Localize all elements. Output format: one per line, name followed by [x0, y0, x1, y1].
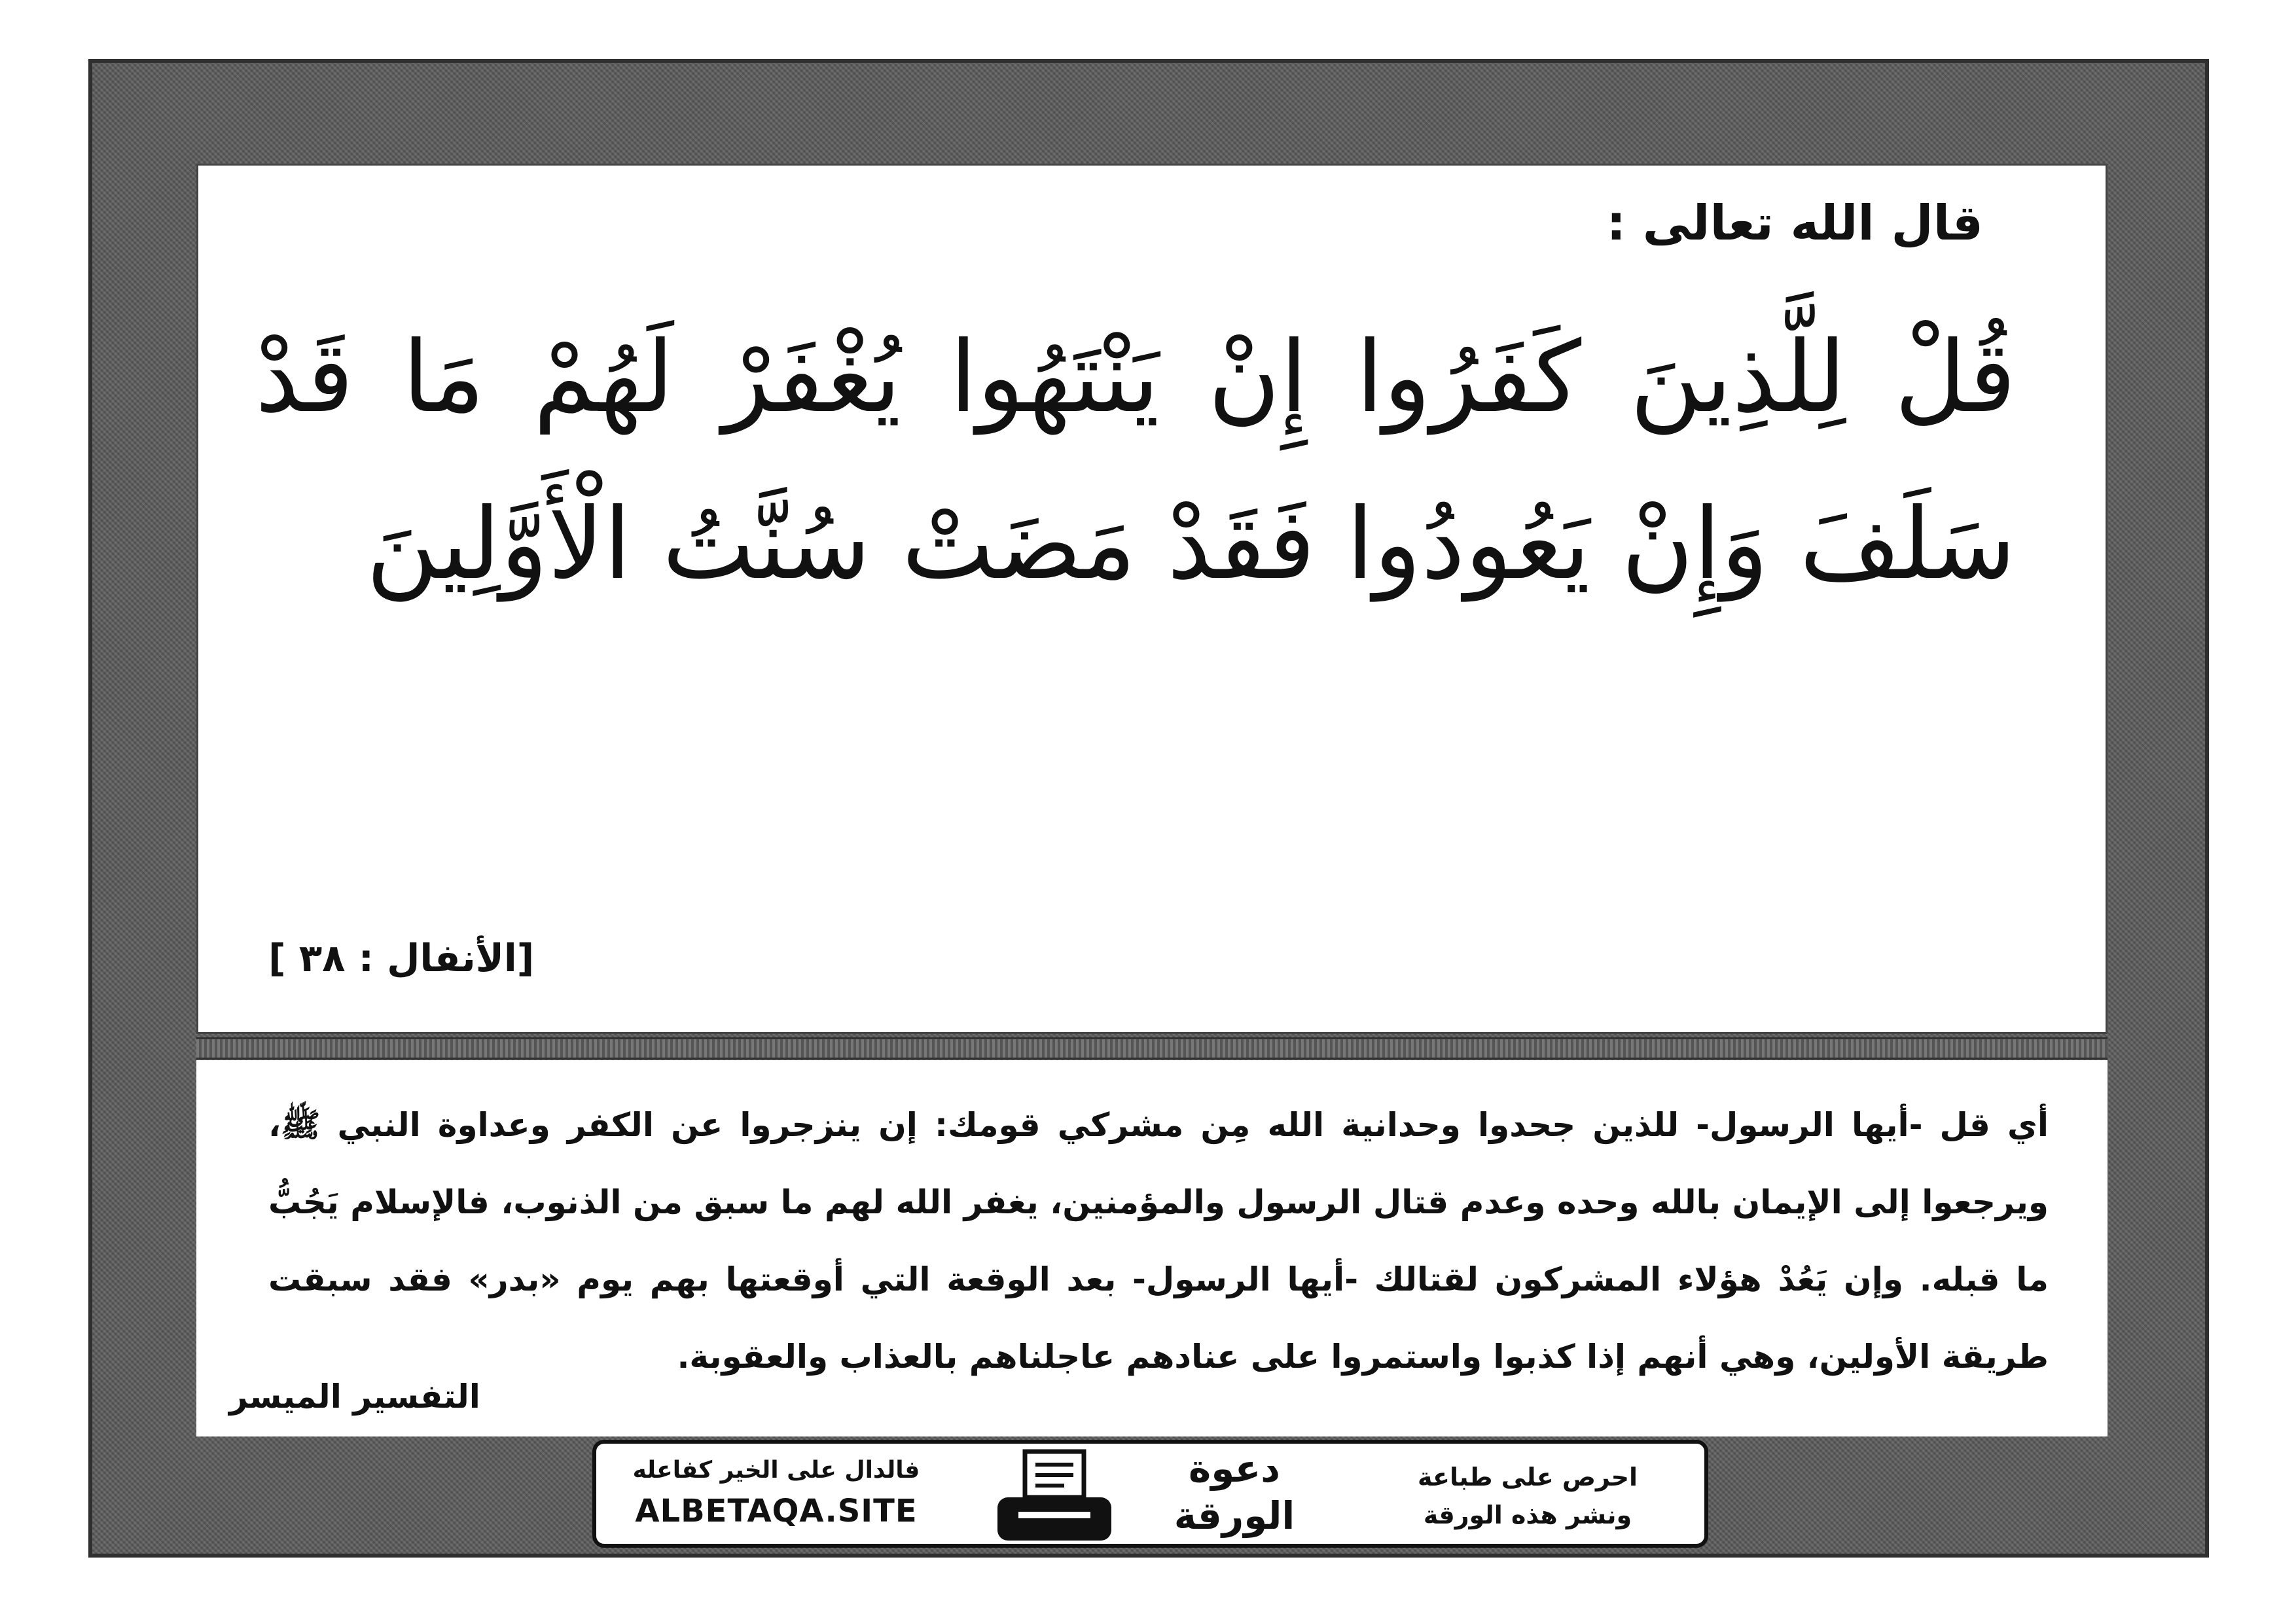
printer-icon	[992, 1449, 1117, 1544]
site-link[interactable]: ALBETAQA.SITE	[635, 1493, 918, 1529]
verse-reference: [الأنفال : ٣٨ ]	[268, 936, 535, 980]
tafsir-panel	[196, 1060, 2108, 1436]
footer-banner	[592, 1440, 1708, 1548]
tafsir-source: التفسير الميسر	[229, 1378, 480, 1416]
footer-motto: فالدال على الخير كفاعله	[632, 1457, 920, 1484]
quran-verse: قُلْ لِلَّذِينَ كَفَرُوا إِنْ يَنْتَهُوا يُغْفَرْ لَهُمْ مَا قَدْ سَلَفَ وَإِنْ يَعُودُوا فَقَدْ مَضَتْ سُنَّتُ الْأَوَّلِينَ	[255, 321, 2016, 601]
call-line-1: احرص على طباعة	[1417, 1463, 1638, 1491]
tafsir-text: أي قل -أيها الرسول- للذين جحدوا وحدانية الله مِن مشركي قومك: إن ينزجروا عن الكفر وعداوة النبي ﷺ، ويرجعوا إلى الإيمان بالله وحده وعدم قتال الرسول والمؤمنين، يغفر الله لهم ما سبق من الذنوب، فالإسلام يَجُبُّ ما قبله. وإن يَعُدْ هؤلاء المشركون لقتالك -أيها الرسول- بعد الوقعة التي أوقعتها بهم يوم «بدر» فقد سبقت طريقة الأولين، وهي أنهم إذا كذبوا واستمروا على عنادهم عاجلناهم بالعذاب والعقوبة.	[268, 1106, 2049, 1376]
verse-intro: قال الله تعالى :	[1606, 195, 1983, 251]
footer-site-block	[616, 1452, 937, 1533]
section-divider	[196, 1037, 2108, 1060]
verse-panel	[196, 164, 2108, 1034]
dawa-logo	[1172, 1445, 1297, 1544]
logo-line-2: الورقة	[1174, 1493, 1295, 1538]
logo-line-1: دعوة	[1189, 1446, 1280, 1491]
footer-call-to-action	[1390, 1458, 1665, 1534]
call-line-2: ونشر هذه الورقة	[1423, 1501, 1632, 1529]
